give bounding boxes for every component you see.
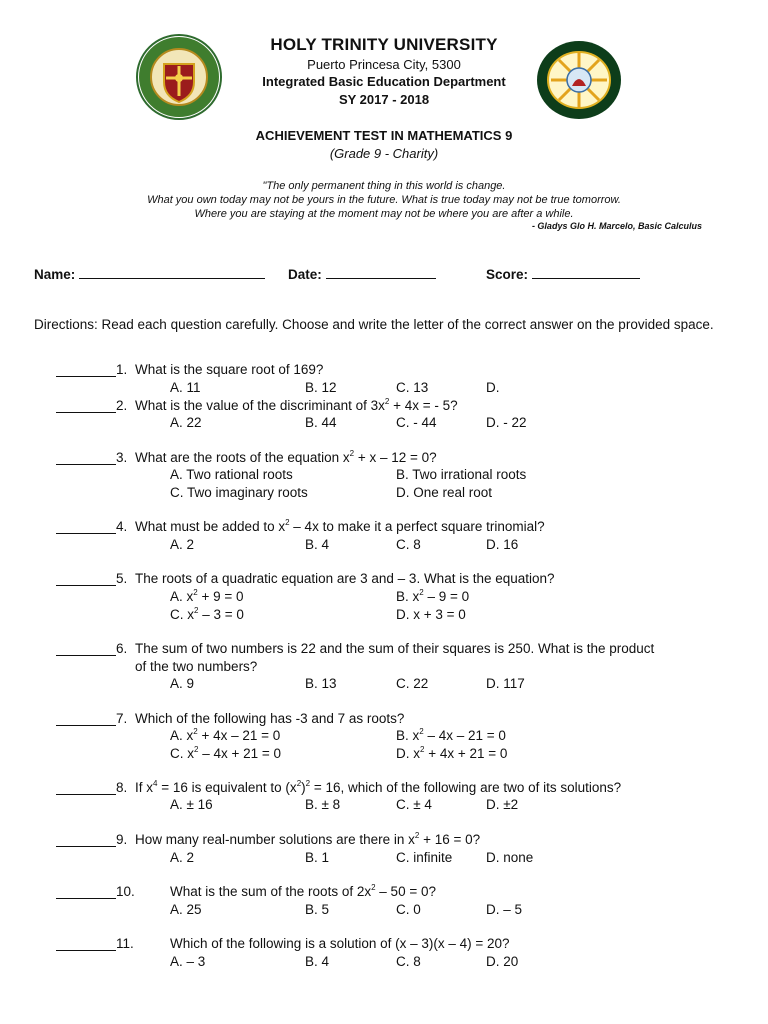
quote-line-1: "The only permanent thing in this world is change. [262,180,506,192]
answer-choice: A. 25 [170,902,202,917]
question-text: Which of the following is a solution of (x – 3)(x – 4) = 20? [170,936,510,951]
answer-blank[interactable] [56,936,116,951]
answer-choice: D. - 22 [486,415,527,430]
answer-blank[interactable] [56,519,116,534]
answer-choice: C. Two imaginary roots [170,485,308,500]
score-field[interactable] [486,266,640,282]
answer-choice: C. 0 [396,902,421,917]
answer-blank[interactable] [56,832,116,847]
answer-choice: D. none [486,850,534,865]
question-text: How many real-number solutions are there in $x^2 + 16 = 0$? [135,831,481,847]
answer-choice: A. Two rational roots [170,467,293,482]
answer-choice: A. 9 [170,676,195,691]
answer-choice: B. 5 [305,902,330,917]
answer-choice: B. Two irrational roots [396,467,527,482]
question-number: 3. [116,450,128,465]
answer-choice: C. $x^2 - 4x + 21 = 0$ [170,745,282,761]
answer-choice: D. 16 [486,537,519,552]
answer-choice: A. 2 [170,537,195,552]
school-year: SY 2017 - 2018 [338,92,430,107]
answer-choice: A. 11 [170,380,201,395]
question-text: What is the square root of 169? [135,362,324,377]
question-text: What is the value of the discriminant of $3x^2 + 4x$ = - 5? [135,397,458,413]
answer-choice: B. 12 [305,380,337,395]
answer-choice: C. - 44 [396,415,437,430]
department: Integrated Basic Education Department [262,74,506,89]
answer-choice: C. 8 [396,954,421,969]
answer-choice: C. ± 4 [396,797,432,812]
answer-choice: D. – 5 [486,902,523,917]
answer-blank[interactable] [56,884,116,899]
name-label: Name: [34,267,76,282]
name-blank[interactable] [79,266,265,279]
question-text: What must be added to $x^2 - 4x$ to make it a perfect square trinomial? [135,518,545,534]
answer-choice: C. 22 [396,676,429,691]
answer-choice: A. ± 16 [170,797,213,812]
answer-choice: D. ±2 [486,797,519,812]
answer-choice: C. 8 [396,537,421,552]
answer-blank[interactable] [56,398,116,413]
question-text: What are the roots of the equation $x^2 + x - 12 = 0$? [135,449,437,465]
answer-choice: B. 13 [305,676,337,691]
answer-choice: D. [486,380,500,395]
question-number: 9. [116,832,128,847]
question-number: 11. [116,936,134,951]
answer-blank[interactable] [56,780,116,795]
question-text: If $x^4 = 16$ is equivalent to $(x^2)^2 = 16$, which of the following are two of its solutions? [135,779,622,795]
answer-choice: A. 22 [170,415,202,430]
answer-choice: C. $x^2 - 3 = 0$ [170,606,244,622]
score-label: Score: [486,267,529,282]
city: Puerto Princesa City, 5300 [307,57,461,72]
question-number: 4. [116,519,128,534]
question-number: 1. [116,362,128,377]
answer-choice: A. 2 [170,850,195,865]
answer-choice: B. ± 8 [305,797,341,812]
answer-choice: D. 20 [486,954,519,969]
quote-author: - Gladys Glo H. Marcelo, Basic Calculus [531,221,702,231]
date-label: Date: [288,267,322,282]
question-text: What is the sum of the roots of $2x^2 - 50 = 0$? [170,883,436,899]
question-text-continued: of the two numbers? [135,659,258,674]
answer-blank[interactable] [56,571,116,586]
answer-blank[interactable] [56,362,116,377]
answer-blank[interactable] [56,450,116,465]
answer-choice: A. $x^2 + 9 = 0$ [170,588,244,604]
answer-choice: B. 4 [305,537,330,552]
date-field[interactable] [288,266,436,282]
date-blank[interactable] [326,266,436,279]
grade-section: (Grade 9 - Charity) [329,146,439,161]
question-number: 2. [116,398,128,413]
question-number: 8. [116,780,128,795]
name-field[interactable] [34,266,265,282]
answer-choice: B. $x^2 - 4x - 21 = 0$ [396,727,506,743]
question-text: Which of the following has -3 and 7 as roots? [135,711,405,726]
answer-choice: B. 44 [305,415,337,430]
quote-line-3: Where you are staying at the moment may not be where you are after a while. [194,208,574,220]
answer-choice: D. 117 [486,676,525,691]
test-title: ACHIEVEMENT TEST IN MATHEMATICS 9 [255,128,513,143]
quote-line-2: What you own today may not be yours in the future. What is true today may not be true tomorrow. [147,194,621,206]
score-blank[interactable] [532,266,640,279]
answer-choice: D. One real root [396,485,493,500]
question-number: 6. [116,641,128,656]
answer-choice: A. $x^2 + 4x - 21 = 0$ [170,727,281,743]
answer-choice: B. 4 [305,954,330,969]
answer-blank[interactable] [56,641,116,656]
question-number: 7. [116,711,128,726]
answer-choice: B. $x^2 - 9 = 0$ [396,588,470,604]
answer-choice: D. x + 3 = 0 [396,607,466,622]
answer-choice: C. infinite [396,850,453,865]
directions: Directions: Read each question carefully. Choose and write the letter of the correct answer on the provided space. [34,317,714,332]
answer-choice: A. – 3 [170,954,206,969]
question-text: The roots of a quadratic equation are 3 and – 3. What is the equation? [135,571,555,586]
answer-choice: B. 1 [305,850,330,865]
answer-choice: D. $x^2 + 4x + 21 = 0$ [396,745,508,761]
answer-choice: C. 13 [396,380,429,395]
question-number: 10. [116,884,135,899]
answer-blank[interactable] [56,711,116,726]
question-number: 5. [116,571,128,586]
university-name: HOLY TRINITY UNIVERSITY [270,35,498,54]
question-text: The sum of two numbers is 22 and the sum of their squares is 250. What is the product [135,641,655,656]
